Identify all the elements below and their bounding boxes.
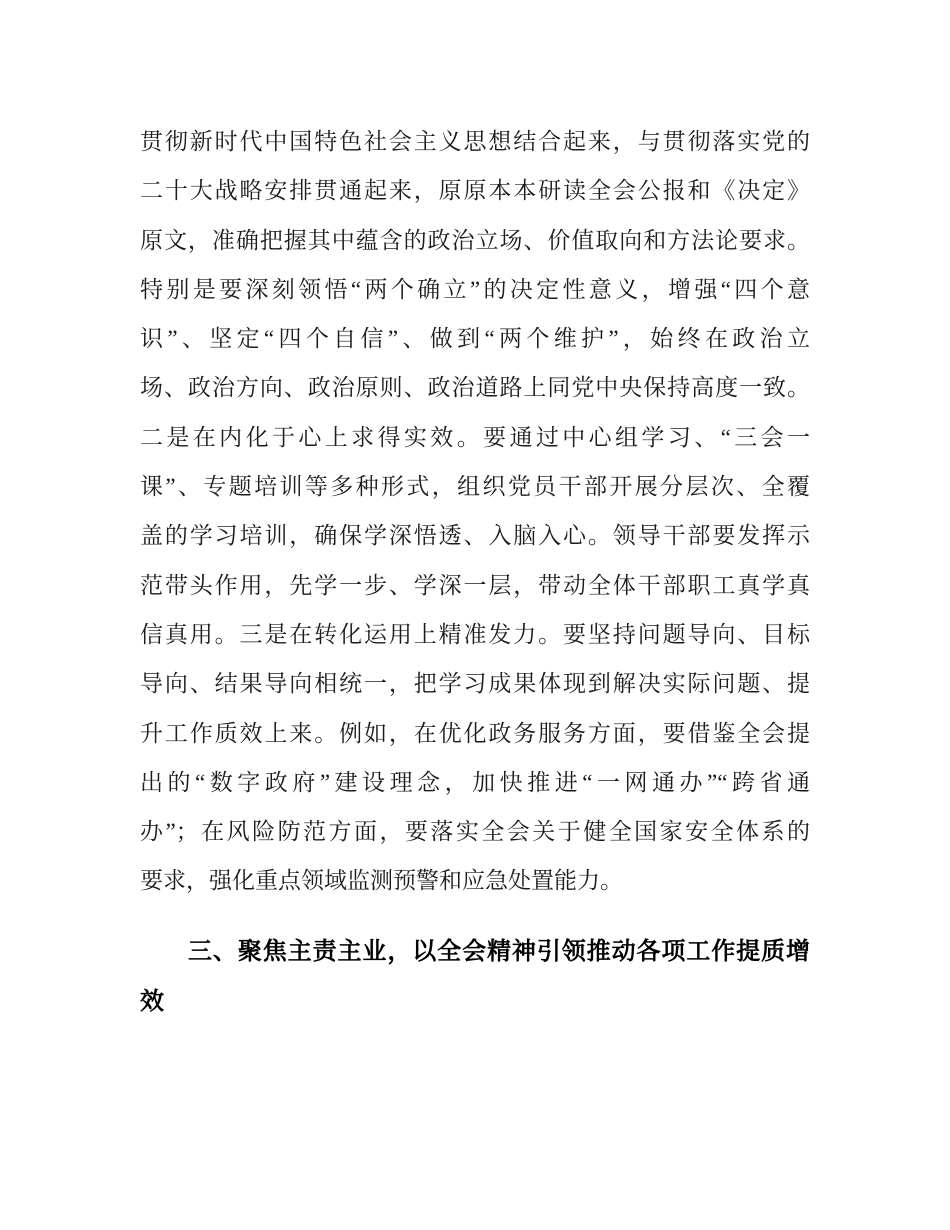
text-line: 信真用。三是在转化运用上精准发力。要坚持问题导向、目标 [140, 621, 810, 647]
text-line: 贯彻新时代中国特色社会主义思想结合起来，与贯彻落实党的 [140, 129, 810, 154]
text-line: 识”、坚定“四个自信”、做到“两个维护”，始终在政治立 [140, 326, 810, 352]
text-line: 范带头作用，先学一步、学深一层，带动全体干部职工真学真 [140, 572, 810, 598]
text-line: 导向、结果导向相统一，把学习成果体现到解决实际问题、提 [140, 671, 810, 697]
section-heading [140, 927, 810, 1027]
body-paragraph [140, 117, 810, 906]
text-line: 原文，准确把握其中蕴含的政治立场、价值取向和方法论要求。 [140, 227, 810, 253]
text-line: 课”、专题培训等多种形式，组织党员干部开展分层次、全覆 [140, 474, 810, 500]
text-line: 三、聚焦主责主业，以全会精神引领推动各项工作提质增 [188, 937, 810, 965]
text-line: 出的“数字政府”建设理念，加快推进“一网通办”“跨省通 [140, 769, 810, 795]
text-line: 场、政治方向、政治原则、政治道路上同党中央保持高度一致。 [140, 375, 810, 401]
text-line: 特别是要深刻领悟“两个确立”的决定性意义，增强“四个意 [140, 276, 810, 302]
text-line: 办”；在风险防范方面，要落实全会关于健全国家安全体系的 [140, 819, 810, 845]
text-line: 要求，强化重点领域监测预警和应急处置能力。 [140, 868, 623, 894]
text-line: 升工作质效上来。例如，在优化政务服务方面，要借鉴全会提 [140, 720, 810, 746]
text-line: 效 [140, 987, 164, 1015]
text-line: 二是在内化于心上求得实效。要通过中心组学习、“三会一 [140, 424, 810, 450]
text-line: 二十大战略安排贯通起来，原原本本研读全会公报和《决定》 [140, 178, 810, 204]
text-line: 盖的学习培训，确保学深悟透、入脑入心。领导干部要发挥示 [140, 523, 810, 549]
